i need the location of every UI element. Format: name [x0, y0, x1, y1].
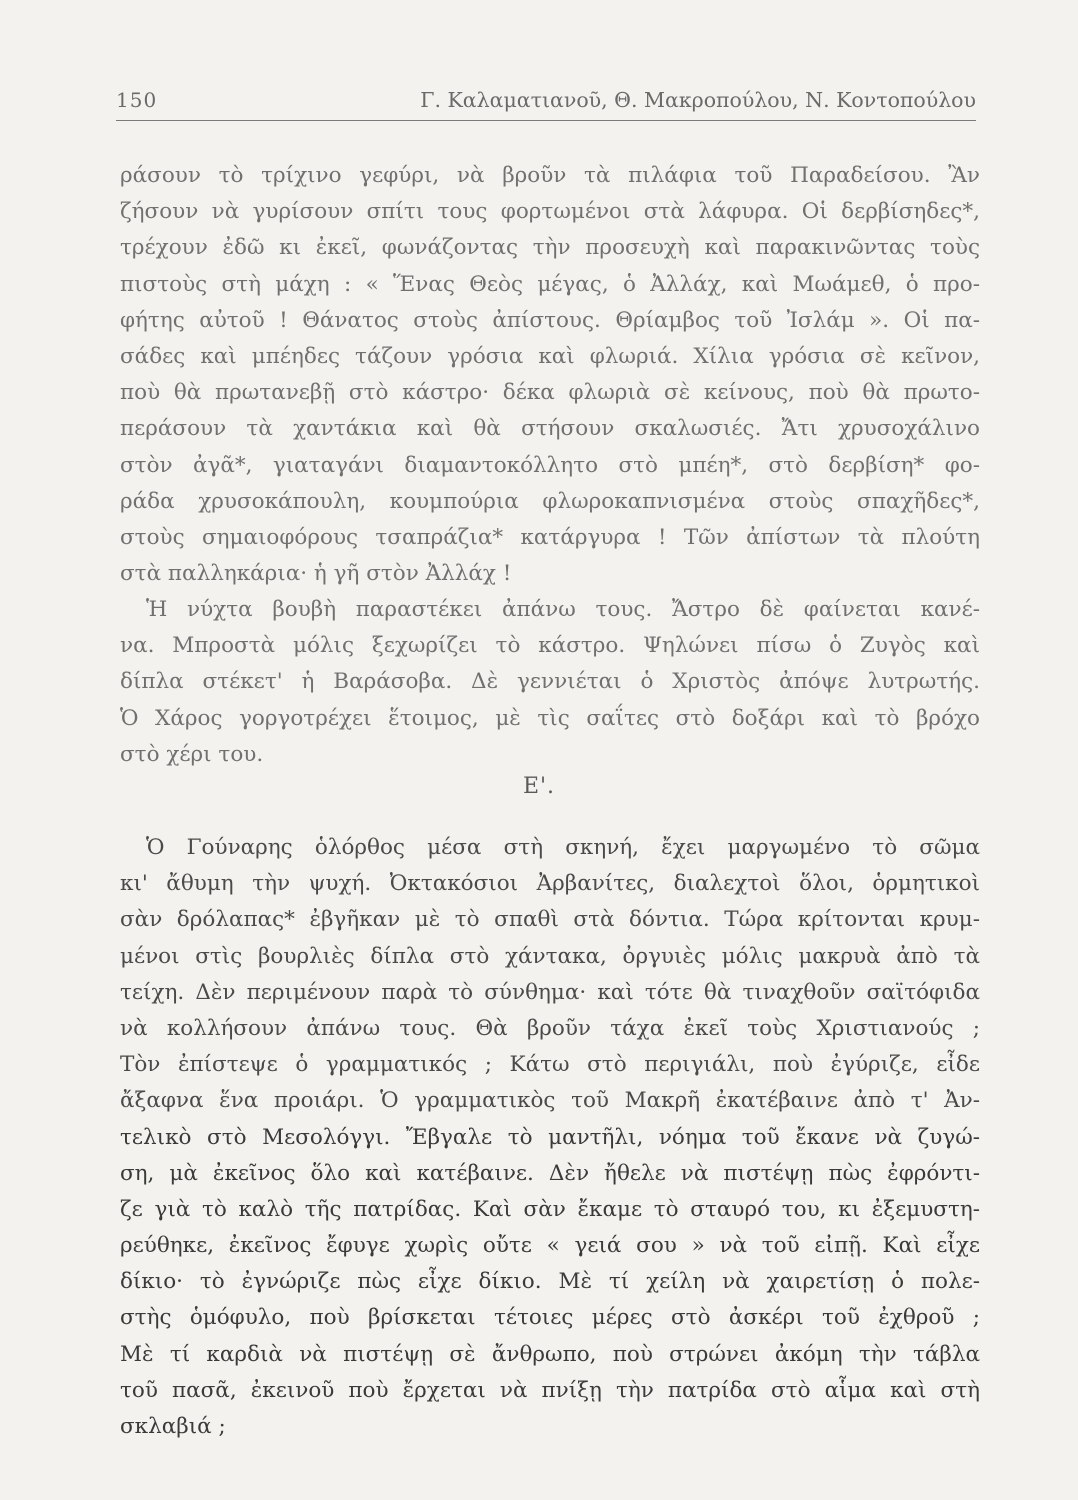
text-line: μένοι στὶς βουρλιὲς δίπλα στὸ χάντακα, ὀργυιὲς μόλις μακρυὰ ἀπὸ τὰ [120, 943, 980, 969]
text-line: φήτης αὐτοῦ ! Θάνατος στοὺς ἀπίστους. Θρίαμβος τοῦ Ἰσλάμ ». Οἱ πα- [120, 307, 980, 333]
text-line: πιστοὺς στὴ μάχη : « Ἕνας Θεὸς μέγας, ὁ Ἀλλάχ, καὶ Μωάμεθ, ὁ προ- [120, 271, 980, 297]
text-line: νὰ κολλήσουν ἀπάνω τους. Θὰ βροῦν τάχα ἐκεῖ τοὺς Χριστιανούς ; [120, 1015, 980, 1041]
text-line: Τὸν ἐπίστεψε ὁ γραμματικός ; Κάτω στὸ περιγιάλι, ποὺ ἐγύριζε, εἶδε [120, 1052, 980, 1078]
running-head: Γ. Καλαματιανοῦ, Θ. Μακροπούλου, Ν. Κοντοπούλου [420, 88, 976, 112]
text-line: σάδες καὶ μπέηδες τάζουν γρόσια καὶ φλωριά. Χίλια γρόσια σὲ κεῖνον, [120, 343, 980, 369]
text-line: σκλαβιά ; [120, 1414, 226, 1439]
text-line: ση, μὰ ἐκεῖνος ὅλο καὶ κατέβαινε. Δὲν ἤθελε νὰ πιστέψῃ πὼς ἐφρόντι- [120, 1160, 980, 1186]
text-line: στὸν ἀγᾶ*, γιαταγάνι διαμαντοκόλλητο στὸ μπέη*, στὸ δερβίση* φο- [120, 452, 980, 478]
text-line: ζήσουν νὰ γυρίσουν σπίτι τους φορτωμένοι στὰ λάφυρα. Οἱ δερβίσηδες*, [120, 199, 980, 225]
text-line: τελικὸ στὸ Μεσολόγγι. Ἔβγαλε τὸ μαντῆλι, νόημα τοῦ ἔκανε νὰ ζυγώ- [120, 1124, 980, 1150]
text-line: Ὁ Χάρος γοργοτρέχει ἕτοιμος, μὲ τὶς σαΐτες στὸ δοξάρι καὶ τὸ βρόχο [120, 705, 980, 731]
text-line: ἄξαφνα ἕνα προιάρι. Ὁ γραμματικὸς τοῦ Μακρῆ ἐκατέβαινε ἀπὸ τ' Ἀν- [120, 1088, 980, 1114]
text-line: Ὁ Γούναρης ὁλόρθος μέσα στὴ σκηνή, ἔχει μαργωμένο τὸ σῶμα [146, 835, 980, 860]
text-line: ράσουν τὸ τρίχινο γεφύρι, νὰ βροῦν τὰ πιλάφια τοῦ Παραδείσου. Ἂν [120, 163, 980, 188]
text-line: ποὺ θὰ πρωτανεβῇ στὸ κάστρο· δέκα φλωριὰ σὲ κείνους, ποὺ θὰ πρωτο- [120, 380, 980, 406]
text-line: να. Μπροστὰ μόλις ξεχωρίζει τὸ κάστρο. Ψηλώνει πίσω ὁ Ζυγὸς καὶ [120, 633, 980, 659]
text-line: στὸ χέρι του. [120, 741, 264, 767]
text-line: σὰν δρόλαπας* ἐβγῆκαν μὲ τὸ σπαθὶ στὰ δόντια. Τώρα κρίτονται κρυμ- [120, 907, 980, 933]
text-line: Ἡ νύχτα βουβὴ παραστέκει ἀπάνω τους. Ἄστρο δὲ φαίνεται κανέ- [146, 597, 980, 622]
section-heading: Ε'. [522, 774, 556, 799]
paragraph-2 [120, 592, 980, 773]
page-header [116, 86, 976, 121]
text-line: τοῦ πασᾶ, ἐκεινοῦ ποὺ ἔρχεται νὰ πνίξῃ τὴν πατρίδα στὸ αἷμα καὶ στὴ [120, 1377, 980, 1403]
text-line: περάσουν τὰ χαντάκια καὶ θὰ στήσουν σκαλωσιές. Ἄτι χρυσοχάλινο [120, 416, 980, 442]
text-line: στὰ παλληκάρια· ἡ γῆ στὸν Ἀλλάχ ! [120, 561, 512, 587]
text-line: Μὲ τί καρδιὰ νὰ πιστέψῃ σὲ ἄνθρωπο, ποὺ στρώνει ἀκόμη τὴν τάβλα [120, 1341, 980, 1367]
text-line: τρέχουν ἐδῶ κι ἐκεῖ, φωνάζοντας τὴν προσευχὴ καὶ παρακινῶντας τοὺς [120, 235, 980, 261]
page-number: 150 [116, 88, 158, 112]
text-line: δίκιο· τὸ ἐγνώριζε πὼς εἶχε δίκιο. Μὲ τί χείλη νὰ χαιρετίσῃ ὁ πολε- [120, 1269, 980, 1295]
text-line: κι' ἄθυμη τὴν ψυχή. Ὀκτακόσιοι Ἀρβανίτες, διαλεχτοὶ ὅλοι, ὁρμητικοὶ [120, 871, 980, 897]
text-line: ράδα χρυσοκάπουλη, κουμπούρια φλωροκαπνισμένα στοὺς σπαχῆδες*, [120, 488, 980, 514]
text-line: τείχη. Δὲν περιμένουν παρὰ τὸ σύνθημα· καὶ τότε θὰ τιναχθοῦν σαϊτόφιδα [120, 979, 980, 1005]
text-line: ρεύθηκε, ἐκεῖνος ἔφυγε χωρὶς οὔτε « γειά σου » νὰ τοῦ εἰπῇ. Καὶ εἶχε [120, 1233, 980, 1259]
text-line: στοὺς σημαιοφόρους τσαπράζια* κατάργυρα ! Τῶν ἀπίστων τὰ πλούτη [120, 524, 980, 550]
paragraph-3 [120, 830, 980, 1445]
text-line: δίπλα στέκετ' ἡ Βαράσοβα. Δὲ γεννιέται ὁ Χριστὸς ἀπόψε λυτρωτής. [120, 669, 980, 695]
text-line: ζε γιὰ τὸ καλὸ τῆς πατρίδας. Καὶ σὰν ἔκαμε τὸ σταυρό του, κι ἐξεμυστη- [120, 1196, 980, 1222]
paragraph-1 [120, 158, 980, 592]
text-line: στὴς ὁμόφυλο, ποὺ βρίσκεται τέτοιες μέρες στὸ ἀσκέρι τοῦ ἐχθροῦ ; [120, 1305, 980, 1331]
